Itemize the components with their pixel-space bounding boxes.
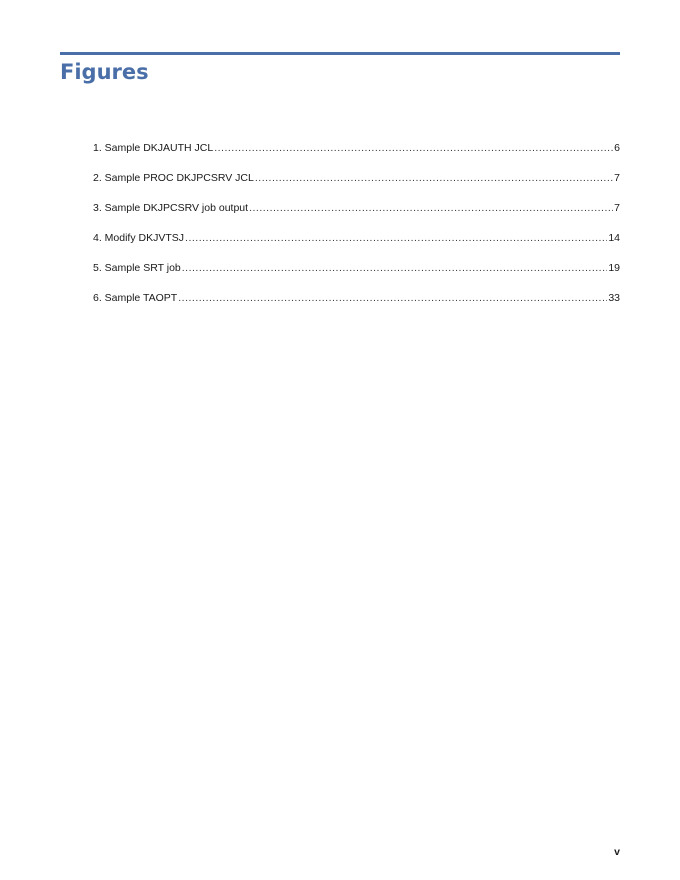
figure-entry-1[interactable]: [93, 141, 620, 171]
figure-entry-page: 33: [608, 292, 620, 304]
figure-entry-title: 1. Sample DKJAUTH JCL: [93, 142, 214, 154]
figure-entry-page: 14: [608, 232, 620, 244]
figure-entry-title: 6. Sample TAOPT: [93, 292, 178, 304]
figure-entry-2[interactable]: [93, 171, 620, 201]
figure-entry-title: 5. Sample SRT job: [93, 262, 181, 274]
figure-entry-title: 2. Sample PROC DKJPCSRV JCL: [93, 172, 254, 184]
dot-leader: [182, 261, 608, 275]
figure-entry-page: 19: [608, 262, 620, 274]
dot-leader: [178, 291, 607, 305]
figure-entry-4[interactable]: [93, 231, 620, 261]
list-of-figures: [93, 141, 620, 321]
dot-leader: [185, 231, 607, 245]
figure-entry-page: 7: [614, 172, 620, 184]
figure-entry-title: 3. Sample DKJPCSRV job output: [93, 202, 249, 214]
dot-leader: [214, 141, 613, 155]
figure-entry-title: 4. Modify DKJVTSJ: [93, 232, 185, 244]
dot-leader: [255, 171, 613, 185]
figure-entry-3[interactable]: [93, 201, 620, 231]
figure-entry-page: 7: [614, 202, 620, 214]
figure-entry-5[interactable]: [93, 261, 620, 291]
dot-leader: [249, 201, 613, 215]
heading-rule: [60, 52, 620, 55]
page-title: Figures: [60, 60, 149, 84]
page-number: v: [614, 846, 620, 858]
figure-entry-6[interactable]: [93, 291, 620, 321]
figure-entry-page: 6: [614, 142, 620, 154]
